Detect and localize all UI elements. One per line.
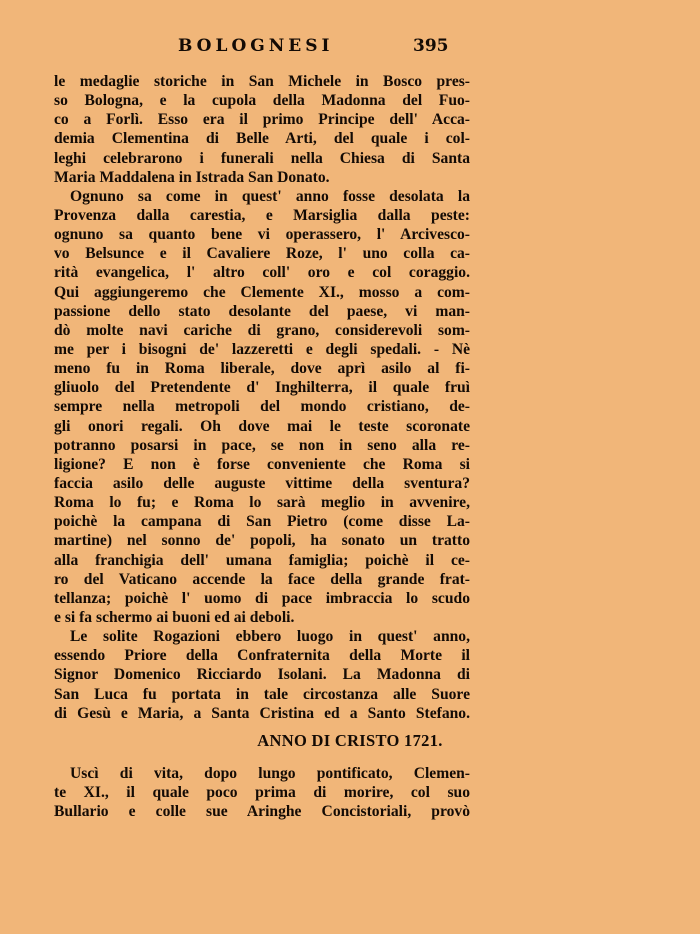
text-line: dò molte navi cariche di grano, considerevoli som-: [54, 321, 470, 339]
text-line: martine) nel sonno de' popoli, ha sonato un tratto: [54, 532, 470, 550]
text-line: poichè la campana di San Pietro (come disse La-: [54, 513, 470, 531]
page-header: [0, 36, 700, 60]
text-line: Provenza dalla carestia, e Marsiglia dalla peste:: [54, 206, 470, 224]
text-line: meno fu in Roma liberale, dove aprì asilo al fi-: [54, 360, 470, 378]
text-line: Uscì di vita, dopo lungo pontificato, Clemen-: [70, 765, 470, 782]
text-line: potranno posarsi in pace, se non in seno alla re-: [54, 436, 470, 454]
text-line: leghi celebrarono i funerali nella Chiesa di Santa: [54, 149, 470, 167]
text-line: gliuolo del Pretendente d' Inghilterra, il quale fruì: [54, 379, 470, 397]
text-line: co a Forlì. Esso era il primo Principe dell' Acca-: [54, 111, 470, 129]
text-line: me per i bisogni de' lazzeretti e degli spedali. - Nè: [54, 340, 470, 358]
text-line: ro del Vaticano accende la face della grande frat-: [54, 570, 470, 588]
text-line: Roma lo fu; e Roma lo sarà meglio in avvenire,: [54, 494, 470, 512]
text-line: di Gesù e Maria, a Santa Cristina ed a Santo Stefano.: [54, 704, 470, 722]
text-line: ligione? E non è forse conveniente che Roma si: [54, 455, 470, 473]
text-line: Bullario e colle sue Aringhe Concistoriali, provò: [54, 803, 470, 821]
text-line: Qui aggiungeremo che Clemente XI., mosso a com-: [54, 283, 470, 301]
text-line: Ognuno sa come in quest' anno fosse desolata la: [70, 187, 470, 205]
section-title: ANNO DI CRISTO 1721.: [257, 731, 443, 750]
body-text-continued: [54, 764, 470, 821]
paragraph-3: [54, 627, 470, 723]
text-line: alla franchigia dell' umana famiglia; poichè il ce-: [54, 551, 470, 569]
text-line: rità evangelica, l' altro coll' oro e col coraggio.: [54, 264, 470, 282]
text-line: passione dello stato desolante del paese, vi man-: [54, 302, 470, 320]
paragraph-1: [54, 72, 470, 187]
text-line: demia Clementina di Belle Arti, del quale i col-: [54, 130, 470, 148]
text-line: te XI., il quale poco prima di morire, col suo: [54, 784, 470, 802]
paragraph-4: [54, 764, 470, 821]
text-line: faccia asilo delle auguste vittime della sventura?: [54, 474, 470, 492]
text-line: San Luca fu portata in tale circostanza alle Suore: [54, 685, 470, 703]
text-line: so Bologna, e la cupola della Madonna del Fuo-: [54, 92, 470, 110]
paragraph-2: [54, 187, 470, 627]
text-line: e si fa schermo ai buoni ed ai deboli.: [54, 608, 295, 626]
body-text: [54, 72, 470, 723]
text-line: vo Belsunce e il Cavaliere Roze, l' uno colla ca-: [54, 245, 470, 263]
text-line: ognuno sa quanto bene vi operassero, l' Arcivesco-: [54, 226, 470, 244]
text-line: gli onori regali. Oh dove mai le teste scoronate: [54, 417, 470, 435]
text-line: tellanza; poichè l' uomo di pace imbraccia lo scudo: [54, 589, 470, 607]
text-line: essendo Priore della Confraternita della Morte il: [54, 647, 470, 665]
text-line: le medaglie storiche in San Michele in Bosco pres-: [54, 73, 470, 90]
text-line: Le solite Rogazioni ebbero luogo in quest' anno,: [70, 628, 470, 646]
text-line: Maria Maddalena in Istrada San Donato.: [54, 168, 330, 186]
text-line: sempre nella metropoli del mondo cristiano, de-: [54, 398, 470, 416]
page-number: 395: [413, 36, 449, 56]
running-head: BOLOGNESI: [178, 36, 334, 56]
text-line: Signor Domenico Ricciardo Isolani. La Madonna di: [54, 666, 470, 684]
